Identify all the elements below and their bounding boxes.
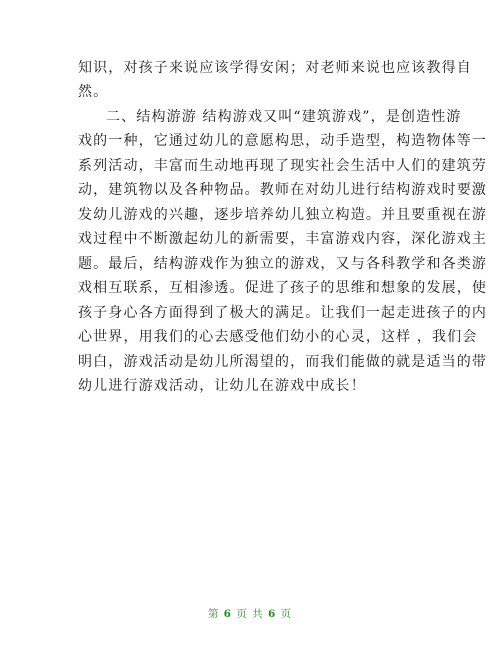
footer-prefix: 第 [207, 608, 220, 620]
footer-suffix: 页 [280, 608, 293, 620]
footer-page-number: 6 [223, 608, 232, 620]
page-footer [0, 606, 500, 621]
section-heading-line: 二、结构游游 结构游戏又叫“建筑游戏”，是创造性游 [106, 109, 462, 125]
body-line: 孩子身心各方面得到了极大的满足。让我们一起走进孩子的内 [78, 305, 488, 321]
footer-middle: 页 共 [236, 608, 264, 620]
body-line: 戏的一种，它通过幼儿的意愿构思，动手造型，构造物体等一 [78, 133, 488, 149]
body-line: 动，建筑物以及各种物品。教师在对幼儿进行结构游戏时要激 [78, 182, 488, 198]
body-line: 发幼儿游戏的兴趣，逐步培养幼儿独立构造。并且要重视在游 [78, 207, 488, 223]
body-line: 然。 [78, 84, 109, 100]
body-line: 戏过程中不断激起幼儿的新需要，丰富游戏内容，深化游戏主 [78, 231, 488, 247]
body-line: 系列活动，丰富而生动地再现了现实社会生活中人们的建筑劳 [78, 158, 488, 174]
body-line: 题。最后，结构游戏作为独立的游戏，又与各科教学和各类游 [78, 256, 488, 272]
body-line: 戏相互联系，互相渗透。促进了孩子的思维和想象的发展，使 [78, 280, 488, 296]
body-line: 明白，游戏活动是幼儿所渴望的，而我们能做的就是适当的带 [78, 354, 488, 370]
body-line: 幼儿进行游戏活动，让幼儿在游戏中成长！ [78, 378, 366, 394]
body-line: 心世界，用我们的心去感受他们幼小的心灵，这样 ，我们会 [78, 329, 478, 345]
footer-total-pages: 6 [268, 608, 277, 620]
body-line: 知识，对孩子来说应该学得安闲；对老师来说也应该教得自 [78, 60, 472, 76]
